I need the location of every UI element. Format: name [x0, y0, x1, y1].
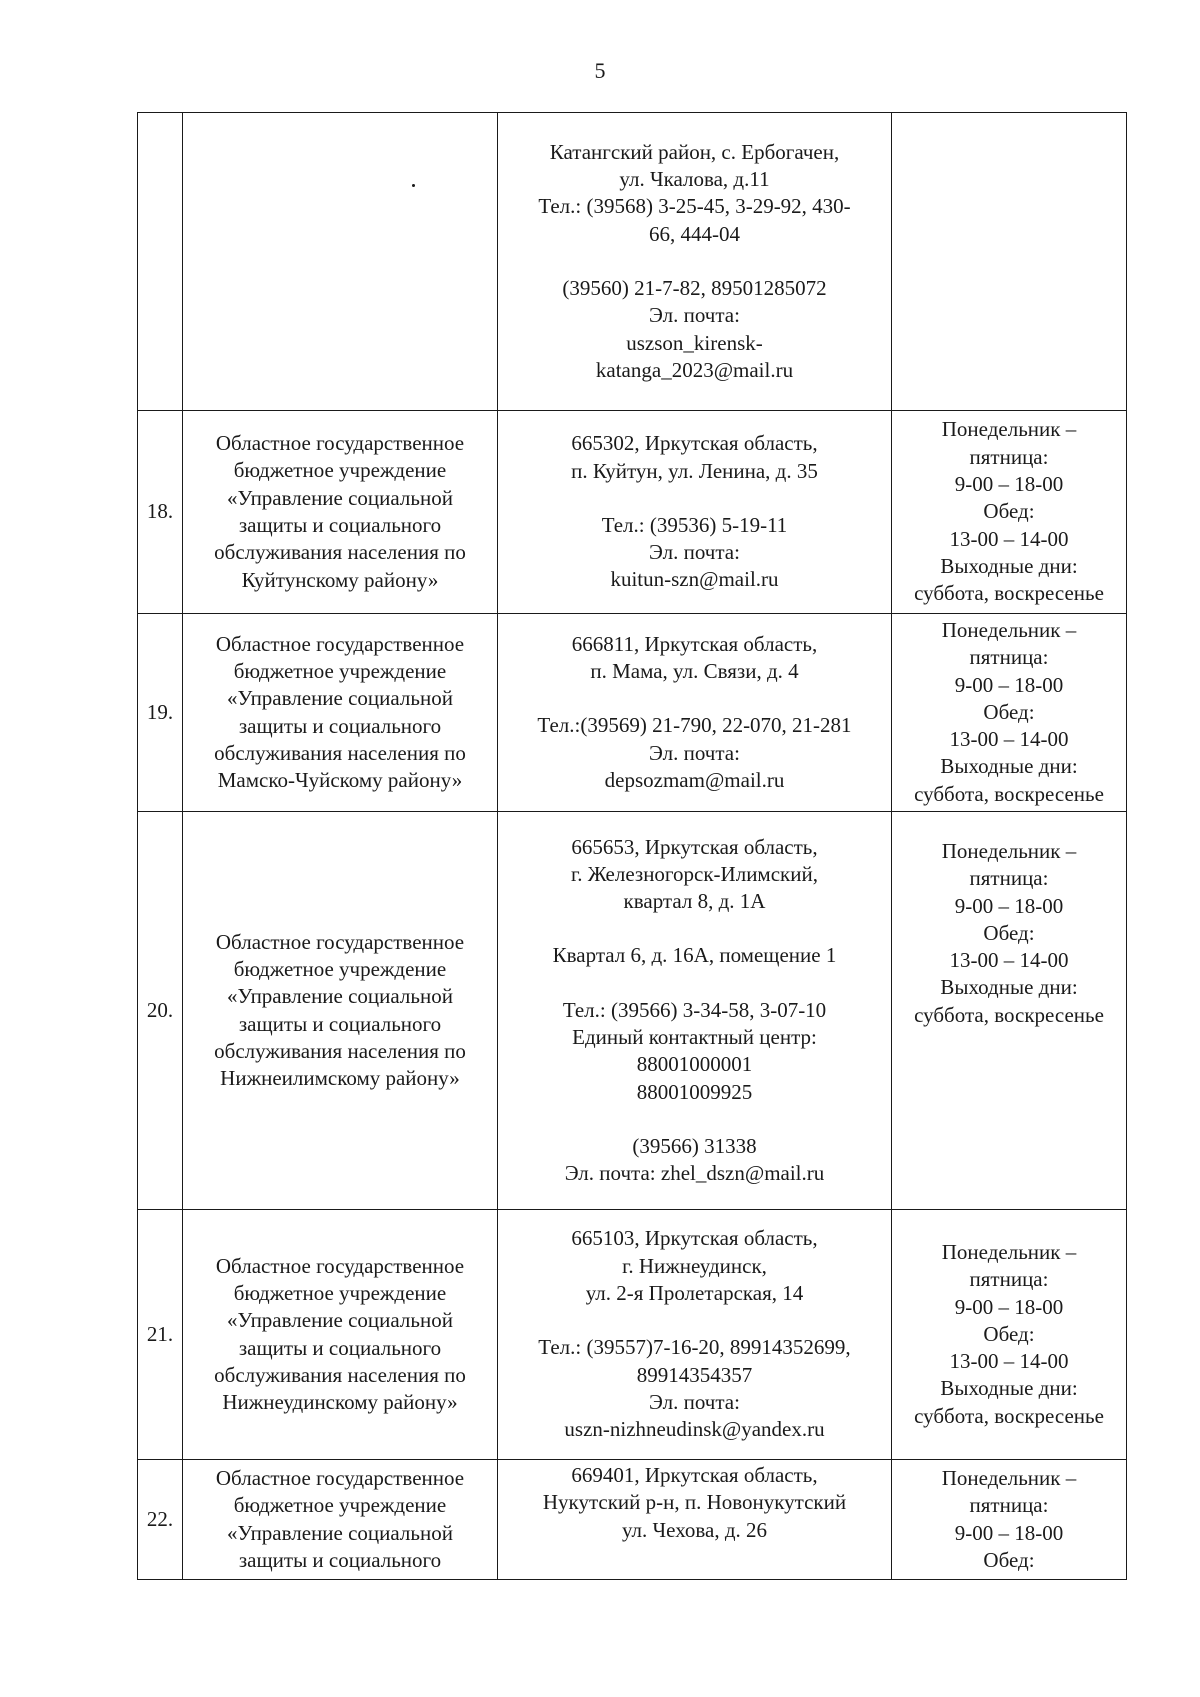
organization-line: Мамско-Чуйскому району» — [217, 768, 463, 793]
address-line: uszn-nizhneudinsk@yandex.ru — [564, 1417, 825, 1442]
address-line: 88001009925 — [636, 1079, 753, 1104]
organization-line: обслуживания населения по — [214, 740, 466, 765]
organization-line: «Управление социальной — [227, 1520, 453, 1545]
organization-line: бюджетное учреждение — [233, 458, 447, 483]
address-line: Катангский район, с. Ербогачен, — [549, 139, 840, 164]
row-number: 21. — [138, 1210, 183, 1460]
address-line: Эл. почта: — [649, 1389, 740, 1414]
organization-line: обслуживания населения по — [214, 1362, 466, 1387]
organization-cell — [183, 614, 498, 812]
organization-line: бюджетное учреждение — [233, 956, 447, 981]
hours-line: суббота, воскресенье — [914, 781, 1104, 806]
address-line: Эл. почта: — [649, 303, 740, 328]
address-line: 665653, Иркутская область, — [571, 834, 818, 859]
hours-line: суббота, воскресенье — [914, 581, 1104, 606]
organization-line: защиты и социального — [238, 1011, 442, 1036]
hours-line: Выходные дни: — [940, 754, 1078, 779]
organization-line: защиты и социального — [238, 513, 442, 537]
hours-line: Обед: — [983, 699, 1035, 724]
address-line: Эл. почта: zhel_dszn@mail.ru — [564, 1161, 825, 1186]
address-line: п. Мама, ул. Связи, д. 4 — [590, 659, 799, 684]
address-line: Тел.: (39566) 3-34-58, 3-07-10 — [562, 997, 827, 1022]
hours-line: 13-00 – 14-00 — [949, 727, 1069, 752]
hours-cell — [892, 812, 1127, 1210]
table-row — [138, 812, 1127, 1210]
organization-line: Областное государственное — [215, 1253, 465, 1278]
hours-line: 9-00 – 18-00 — [954, 472, 1064, 497]
hours-line: Обед: — [983, 1321, 1035, 1346]
hours-line: суббота, воскресенье — [914, 1403, 1104, 1428]
hours-line: пятница: — [969, 645, 1049, 670]
address-line: квартал 8, д. 1А — [623, 889, 766, 914]
organization-line: защиты и социального — [238, 713, 442, 738]
address-line: ул. 2-я Пролетарская, 14 — [585, 1281, 804, 1306]
hours-line: 9-00 – 18-00 — [954, 893, 1064, 918]
hours-line: пятница: — [969, 1493, 1049, 1518]
address-line: Тел.: (39557)7-16-20, 89914352699, — [538, 1335, 851, 1360]
organization-line: Нижнеудинскому району» — [222, 1390, 458, 1415]
row-number — [138, 113, 183, 411]
organization-line: бюджетное учреждение — [233, 1493, 447, 1518]
address-line: 666811, Иркутская область, — [571, 631, 818, 656]
address-line: 88001000001 — [636, 1052, 753, 1077]
blank-line — [501, 248, 888, 275]
address-line: 669401, Иркутская область, — [571, 1463, 818, 1487]
page-number: 5 — [594, 58, 606, 83]
address-line: (39560) 21-7-82, 89501285072 — [562, 276, 827, 300]
address-line: г. Железногорск-Илимский, — [571, 861, 818, 886]
blank-line — [501, 1307, 888, 1334]
address-line: Нукутский р-н, п. Новонукутский — [542, 1490, 847, 1515]
organization-cell — [183, 812, 498, 1210]
hours-line: пятница: — [969, 866, 1049, 891]
row-number: 22. — [138, 1460, 183, 1580]
address-cell — [498, 1210, 892, 1460]
organization-line: обслуживания населения по — [214, 1038, 466, 1063]
hours-line: 9-00 – 18-00 — [954, 1520, 1064, 1545]
organization-cell — [183, 1460, 498, 1580]
address-line: 665103, Иркутская область, — [571, 1226, 818, 1251]
address-line: Тел.: (39536) 5-19-11 — [601, 512, 788, 537]
address-line: Эл. почта: — [649, 540, 740, 565]
table-row — [138, 411, 1127, 614]
hours-line: Понедельник – — [941, 417, 1077, 442]
address-line: п. Куйтун, ул. Ленина, д. 35 — [571, 458, 818, 483]
hours-cell — [892, 1210, 1127, 1460]
blank-line — [501, 485, 888, 512]
organization-line: бюджетное учреждение — [233, 658, 447, 683]
organization-line: Областное государственное — [215, 431, 465, 456]
organization-line: «Управление социальной — [227, 686, 453, 711]
address-line: Квартал 6, д. 16А, помещение 1 — [552, 943, 837, 968]
address-line: 665302, Иркутская область, — [571, 431, 818, 456]
table-row — [138, 614, 1127, 812]
hours-line: Понедельник – — [941, 1239, 1077, 1264]
address-line: uszson_kirensk- — [626, 330, 763, 355]
organization-line: Нижнеилимскому району» — [220, 1066, 460, 1091]
hours-cell — [892, 614, 1127, 812]
organization-line: обслуживания населения по — [214, 540, 466, 565]
hours-line: Понедельник – — [941, 839, 1077, 863]
hours-cell — [892, 411, 1127, 614]
row-number: 20. — [138, 812, 183, 1210]
organization-line: «Управление социальной — [227, 984, 453, 1009]
hours-line: Выходные дни: — [940, 553, 1078, 578]
hours-line: 9-00 – 18-00 — [954, 1294, 1064, 1319]
address-line: ул. Чехова, д. 26 — [621, 1517, 768, 1542]
hours-cell — [892, 113, 1127, 411]
organization-line: бюджетное учреждение — [233, 1280, 447, 1305]
blank-line — [501, 685, 888, 712]
hours-line: Выходные дни: — [940, 1376, 1078, 1401]
organization-line: «Управление социальной — [227, 1308, 453, 1333]
hours-line: 9-00 – 18-00 — [954, 672, 1064, 697]
organization-line: Областное государственное — [215, 929, 465, 954]
address-line: (39566) 31338 — [632, 1133, 757, 1158]
address-line: 89914354357 — [636, 1362, 753, 1387]
organization-cell — [183, 411, 498, 614]
address-line: depsozmam@mail.ru — [604, 767, 785, 792]
hours-line: Обед: — [983, 1547, 1035, 1572]
hours-line: 13-00 – 14-00 — [949, 526, 1069, 551]
address-line: Тел.: (39568) 3-25-45, 3-29-92, 430- — [538, 194, 851, 219]
organization-line: Областное государственное — [215, 1465, 465, 1490]
blank-line — [501, 1106, 888, 1133]
address-cell — [498, 812, 892, 1210]
hours-line: пятница: — [969, 1267, 1049, 1292]
organization-line: защиты и социального — [238, 1335, 442, 1360]
address-line: 66, 444-04 — [649, 221, 740, 246]
hours-line: Обед: — [983, 920, 1035, 945]
table-row — [138, 1460, 1127, 1580]
hours-cell — [892, 1460, 1127, 1580]
address-line: Единый контактный центр: — [572, 1025, 817, 1049]
table-row — [138, 1210, 1127, 1460]
address-cell — [498, 113, 892, 411]
blank-line — [501, 915, 888, 942]
organization-line: защиты и социального — [238, 1547, 442, 1572]
address-cell — [498, 614, 892, 812]
table-row — [138, 113, 1127, 411]
contacts-table — [137, 112, 1127, 1580]
address-cell — [498, 411, 892, 614]
address-line: Тел.:(39569) 21-790, 22-070, 21-281 — [537, 713, 852, 738]
hours-line: 13-00 – 14-00 — [949, 1349, 1069, 1374]
hours-line: 13-00 – 14-00 — [949, 948, 1069, 973]
hours-line: Понедельник – — [941, 617, 1077, 642]
hours-line: пятница: — [969, 444, 1049, 469]
organization-cell — [183, 1210, 498, 1460]
address-cell — [498, 1460, 892, 1580]
organization-cell — [183, 113, 498, 411]
hours-line: Понедельник – — [941, 1465, 1077, 1490]
address-line: г. Нижнеудинск, — [622, 1253, 767, 1278]
address-line: Эл. почта: — [649, 740, 740, 765]
hours-line: суббота, воскресенье — [914, 1002, 1104, 1027]
organization-line: Областное государственное — [215, 631, 465, 656]
hours-line: Обед: — [983, 499, 1035, 524]
row-number: 19. — [138, 614, 183, 812]
hours-line: Выходные дни: — [940, 975, 1078, 1000]
organization-line: Куйтунскому району» — [241, 567, 439, 592]
address-line: ул. Чкалова, д.11 — [619, 167, 770, 192]
blank-line — [501, 970, 888, 997]
row-number: 18. — [138, 411, 183, 614]
address-line: katanga_2023@mail.ru — [595, 357, 794, 382]
address-line: kuitun-szn@mail.ru — [610, 567, 779, 592]
organization-line: «Управление социальной — [227, 485, 453, 510]
